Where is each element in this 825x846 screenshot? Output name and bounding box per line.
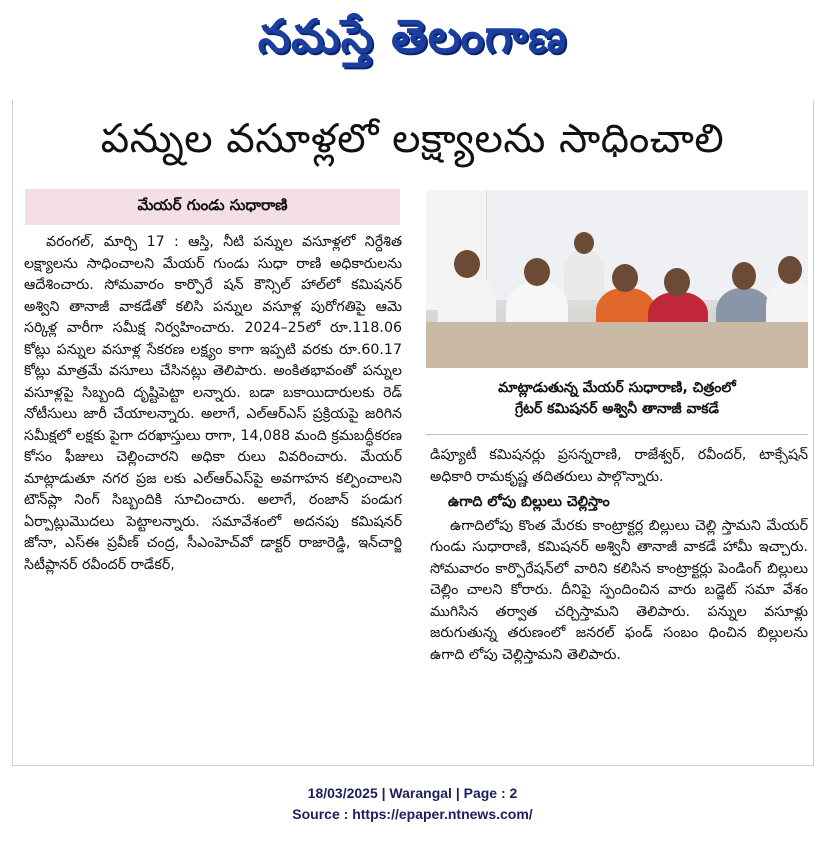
article-headline: పన్నుల వసూళ్లలో లక్ష్యాలను సాధించాలి [100, 116, 725, 162]
photo-caption-line-2: గ్రేటర్ కమిషనర్ అశ్వినీ తానాజీ వాకడే [515, 401, 719, 417]
article-byline [25, 189, 400, 225]
right-column [430, 445, 808, 666]
subheading: ఉగాది లోపు బిల్లులు చెల్లిస్తాం [448, 494, 610, 510]
footer-source-link[interactable]: Source : https://epaper.ntnews.com/ [292, 806, 533, 822]
left-column-text: వరంగల్, మార్చి 17 : ఆస్తి, నీటి పన్నుల వసూళ్లలో నిర్దేశిత లక్ష్యాలను సాధించాలని మేయర్ గుండు సుధా రాణి అధికారులను ఆదేశించారు. సోమవారం కార్పొరే షన్ కౌన్సిల్ హాల్‌లో కమిషనర్ అశ్విని తానాజీ వాకడేతో కలిసి పన్నుల వసూళ్ల పురోగతిపై ఆమె సర్కిళ్ల వారీగా సమీక్ష నిర్వహించారు. 2024–25లో రూ.118.06 కోట్లు పన్నుల వసూళ్ల సేకరణ లక్ష్యం కాగా ఇప్పటి వరకు రూ.60.17 కోట్లు మాత్రమే వసూలు చేసినట్లు తెలిపారు. అంకితభావంతో పన్నుల వసూళ్లపై సిబ్బంది దృష్టిపెట్టా లన్నారు. బడా బకాయిదారులకు రెడ్ నోటీసులు జారీ చేయాలన్నారు. అలాగే, ఎల్‌ఆర్‌ఎస్ ప్రక్రియపై జరిగిన సమీక్షలో లక్షకు పైగా దరఖాస్తులు రాగా, 14,088 మంది క్రమబద్ధీకరణ కోసం ఫీజులు చెల్లించారని అధికా రులు వివరించారు. మేయర్ మాట్లాడుతూ నగర ప్రజ లకు ఎల్‌ఆర్‌ఎస్‌పై అవగాహన కల్పించాలని టౌన్‌ప్లా నింగ్ సిబ్బందికి సూచించారు. అలాగే, రంజాన్ పండుగ ఏర్పాట్లుమొదలు పెట్టాలన్నారు. సమావేశంలో అదనపు కమిషనర్ జోనా, ఎస్ఈ ప్రవీణ్ చంద్ర, సీఎంహెచ్‌వో డాక్టర్ రాజారెడ్డి, ఇన్‌చార్జి సిటీప్లానర్ రవీందర్ రాడేకర్, [24, 234, 402, 573]
photo-caption [426, 370, 808, 428]
byline-text: మేయర్ గుండు సుధారాణి [137, 196, 288, 214]
footer-date-edition: 18/03/2025 | Warangal | Page : 2 [307, 785, 518, 801]
masthead [0, 6, 825, 78]
right-column-text-2: ఉగాదిలోపు కొంత మేరకు కాంట్రాక్టర్ల బిల్లులు చెల్లి స్తామని మేయర్ గుండు సుధారాణి, కమిషనర్ అశ్వినీ తానాజీ వాకడే హామీ ఇచ్చారు. సోమవారం కార్పొరేషన్‌లో వారిని కలిసిన కాంట్రాక్టర్లు పెండింగ్ బిల్లులు చెల్లిం చాలని కోరారు. దీనిపై స్పందించిన వారు బడ్జెట్ సమా వేశం ముగిసిన తర్వాత చర్చిస్తామని తెలిపారు. పన్నుల వసూళ్లు జరుగుతున్న తరుణంలో జనరల్ ఫండ్ సంబం ధించిన బిల్లులను ఉగాది లోపు చెల్లిస్తామని తెలిపారు. [430, 517, 808, 663]
right-column-text: డిప్యూటీ కమిషనర్లు ప్రసన్నరాణి, రాజేశ్వర్, రవీందర్, టాక్సేషన్ అధికారి రామకృష్ణ తదితరులు పాల్గొన్నారు. [430, 447, 808, 485]
footer [0, 783, 825, 825]
news-photo [426, 190, 808, 368]
caption-divider [426, 434, 808, 435]
left-column [24, 232, 402, 576]
newspaper-logo: నమస్తే తెలంగాణ [257, 9, 568, 63]
photo-caption-line-1: మాట్లాడుతున్న మేయర్ సుధారాణి, చిత్రంలో [498, 380, 736, 396]
